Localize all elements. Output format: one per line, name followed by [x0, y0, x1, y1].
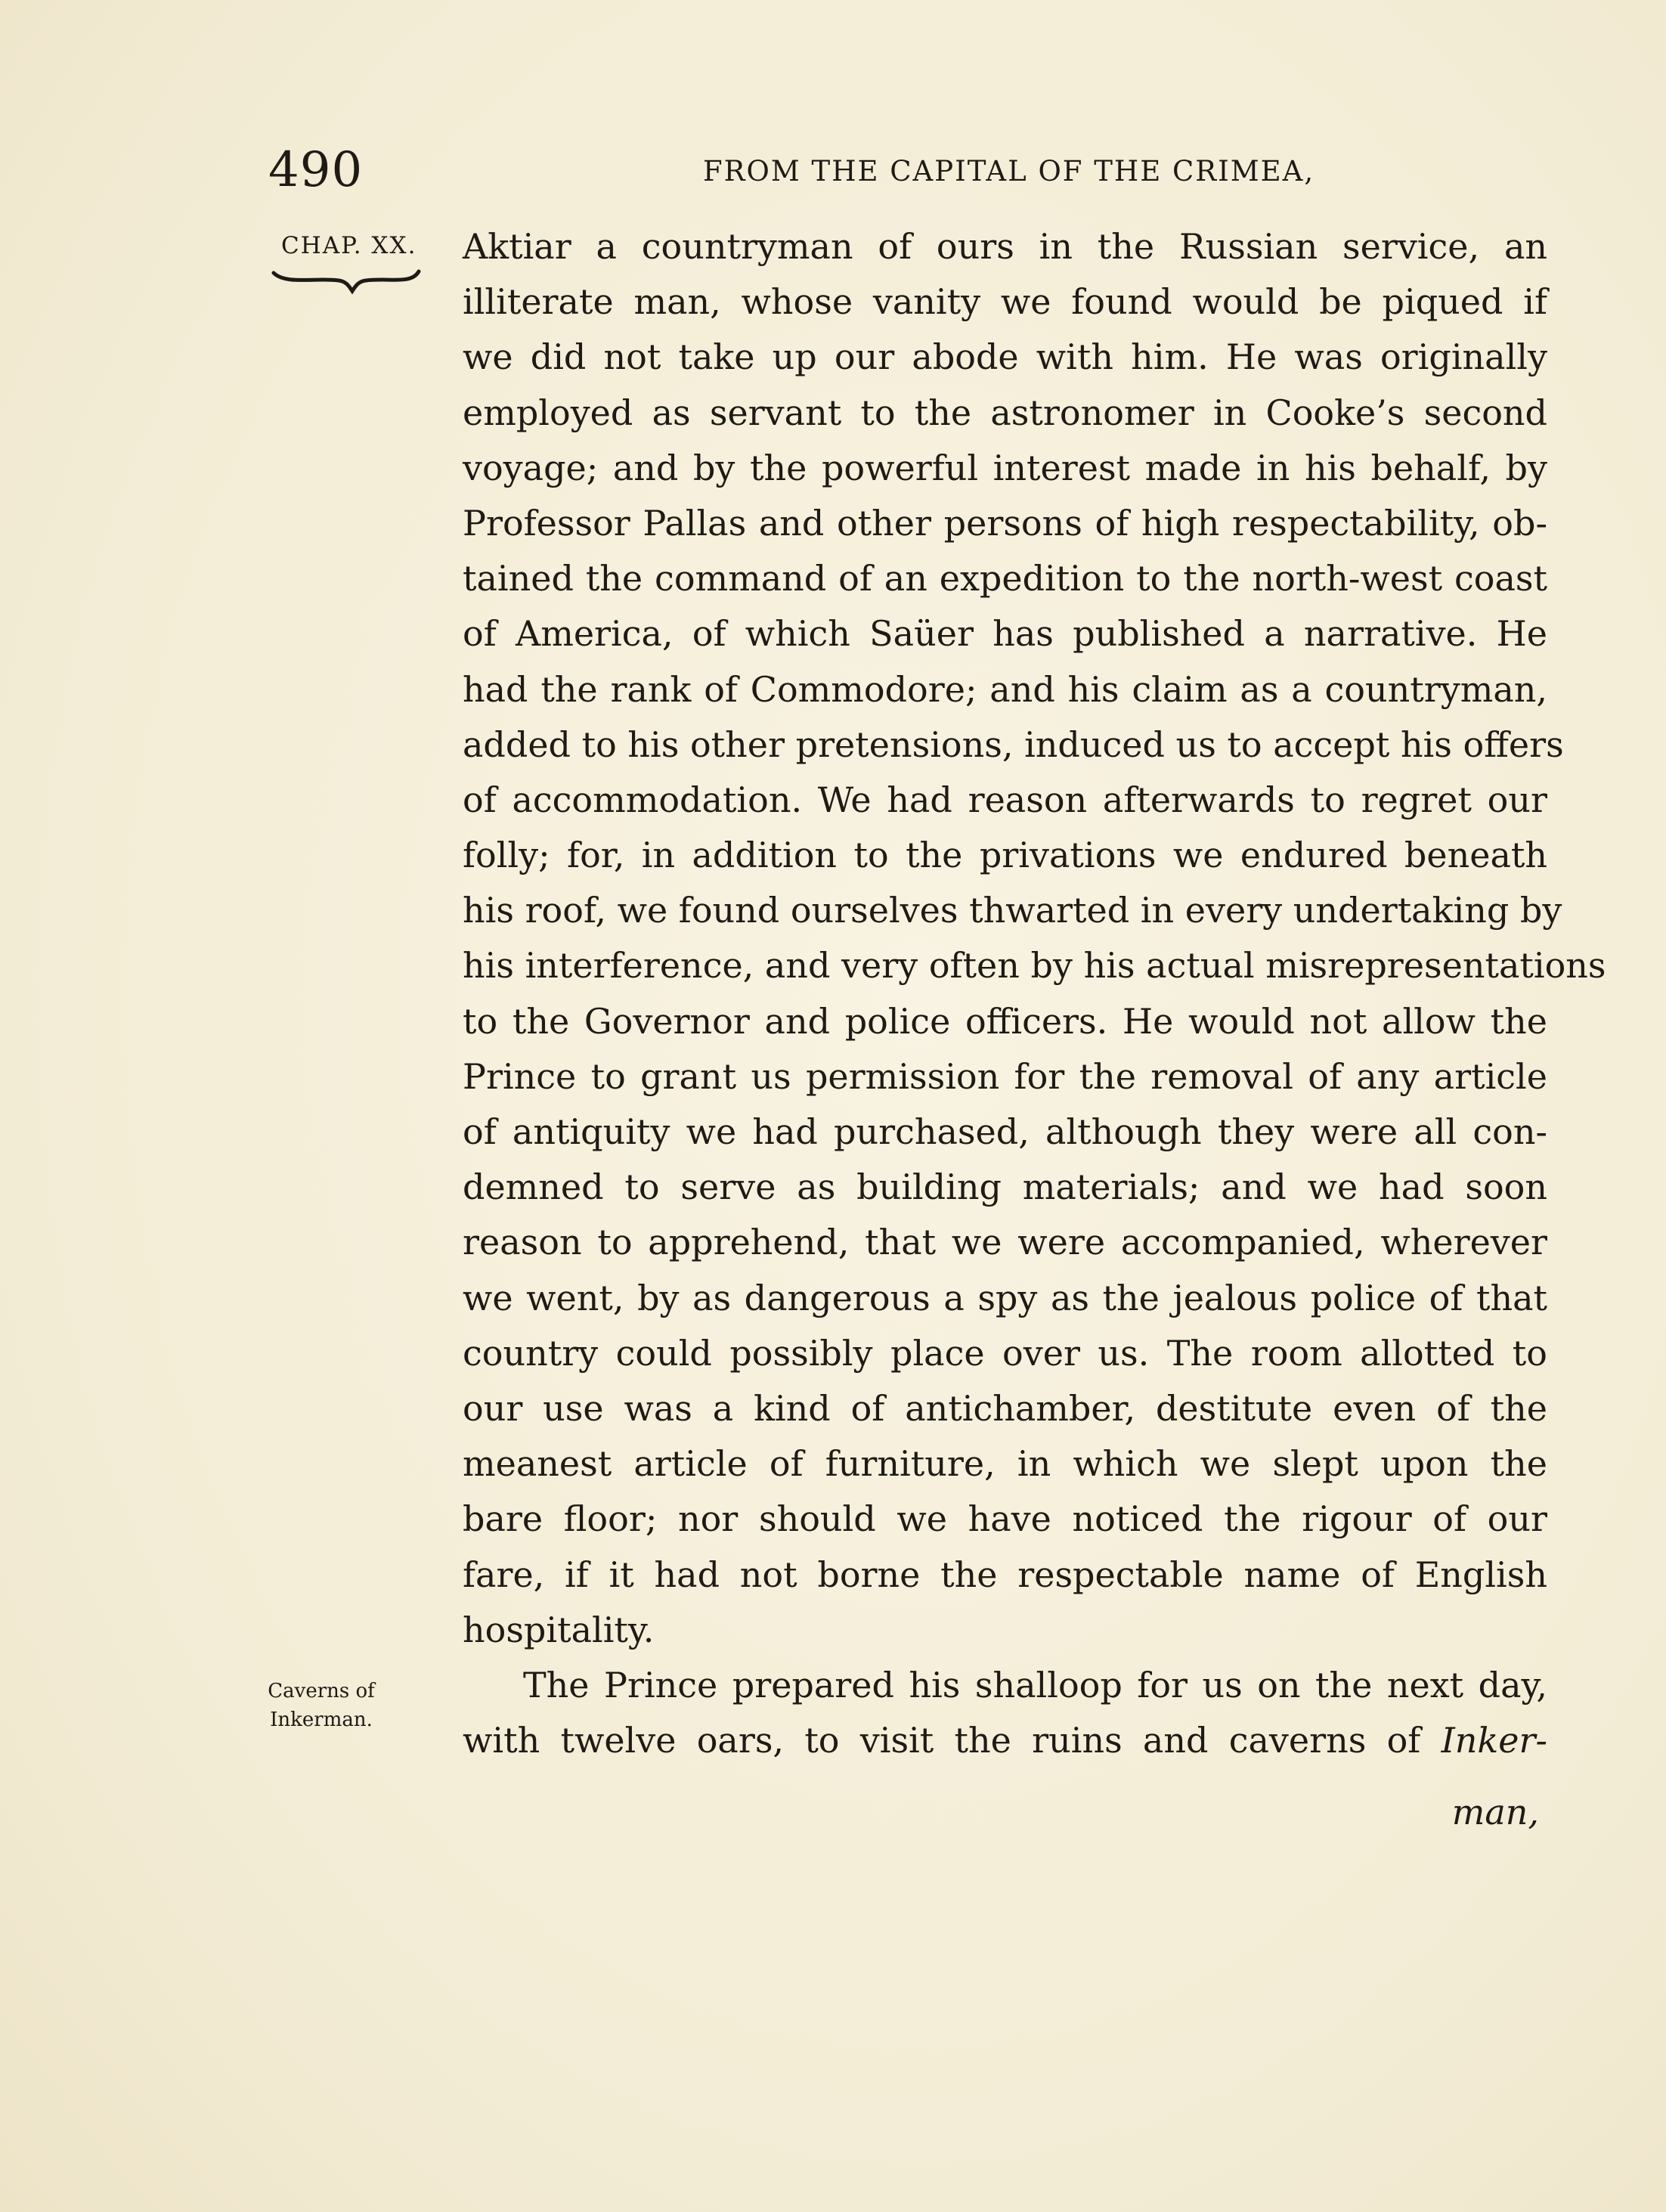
text-line: bare floor; nor should we have noticed the rigour of our: [463, 1498, 1547, 1540]
text-line: demned to serve as building materials; and we had soon: [463, 1166, 1547, 1208]
chapter-brace-ornament: [271, 268, 422, 296]
marginal-note-line: Inkerman.: [270, 1709, 373, 1731]
text-line: his interference, and very often by his actual misrepresentations: [463, 945, 1606, 987]
text-line: added to his other pretensions, induced us to accept his offers: [463, 723, 1564, 765]
text-line: hospitality.: [463, 1609, 655, 1650]
italic-word: Inker-: [1441, 1720, 1547, 1761]
text-line: illiterate man, whose vanity we found would be piqued if: [463, 281, 1547, 323]
text-line: reason to apprehend, that we were accompanied, wherever: [463, 1222, 1547, 1263]
text-line: fare, if it had not borne the respectable name of English: [463, 1554, 1547, 1595]
text-line: of antiquity we had purchased, although they were all con-: [463, 1111, 1547, 1152]
text-line: tained the command of an expedition to the north-west coast: [463, 558, 1547, 599]
text-line: we did not take up our abode with him. He was originally: [463, 336, 1547, 378]
marginal-note-line: Caverns of: [268, 1680, 375, 1702]
text-line: country could possibly place over us. The room allotted to: [463, 1332, 1547, 1374]
text-line: of accommodation. We had reason afterwards to regret our: [463, 779, 1547, 820]
text-line: Aktiar a countryman of ours in the Russian service, an: [463, 226, 1547, 267]
text-line: Professor Pallas and other persons of high respectability, ob-: [463, 502, 1547, 544]
text-line: folly; for, in addition to the privations we endured beneath: [463, 835, 1547, 876]
text-line: our use was a kind of antichamber, destitute even of the: [463, 1387, 1547, 1429]
text-line: The Prince prepared his shalloop for us on the next day,: [523, 1664, 1547, 1705]
body-text: [463, 219, 1606, 1768]
text-line: voyage; and by the powerful interest made in his behalf, by: [463, 447, 1547, 488]
text-line: had the rank of Commodore; and his claim as a countryman,: [463, 668, 1547, 710]
marginal-note: [249, 1677, 393, 1734]
running-head: FROM THE CAPITAL OF THE CRIMEA,: [703, 155, 1315, 187]
catchword: man,: [1451, 1792, 1539, 1832]
chapter-label: CHAP. XX.: [281, 232, 417, 259]
text-line: meanest article of furniture, in which we slept upon the: [463, 1443, 1547, 1485]
text-line: Prince to grant us permission for the removal of any article: [463, 1055, 1547, 1097]
text-line: his roof, we found ourselves thwarted in every undertaking by: [463, 890, 1562, 931]
text-line: [463, 1713, 1547, 1768]
text-line: of America, of which Saüer has published a narrative. He: [463, 613, 1547, 655]
text-line: we went, by as dangerous a spy as the jealous police of that: [463, 1277, 1547, 1318]
page-number: 490: [268, 142, 364, 198]
text-segment: with twelve oars, to visit the ruins and caverns of: [463, 1720, 1421, 1761]
text-line: to the Governor and police officers. He would not allow the: [463, 1000, 1547, 1042]
text-line: employed as servant to the astronomer in Cooke’s second: [463, 392, 1547, 433]
